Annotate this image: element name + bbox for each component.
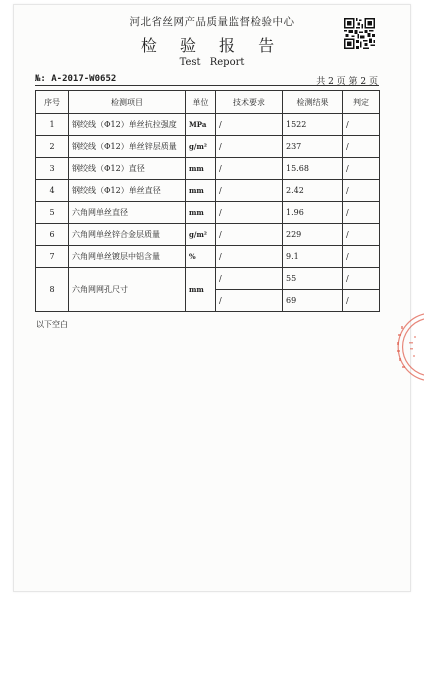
- cell-judgement: /: [343, 290, 380, 312]
- cell-no: 1: [36, 114, 69, 136]
- cell-judgement: /: [343, 180, 380, 202]
- cell-result: 229: [283, 224, 343, 246]
- table-row: [36, 202, 380, 224]
- cell-requirement: /: [216, 268, 283, 290]
- cell-judgement: /: [343, 202, 380, 224]
- cell-judgement: /: [343, 246, 380, 268]
- cell-item: 六角网单丝直径: [69, 202, 186, 224]
- cell-unit: g/m²: [186, 136, 216, 158]
- official-seal-stamp: [393, 312, 424, 382]
- cell-no: 4: [36, 180, 69, 202]
- header-cell-result: 检测结果: [283, 91, 343, 114]
- qr-code-icon: [344, 18, 375, 49]
- header-cell-unit: 单位: [186, 91, 216, 114]
- cell-requirement: /: [216, 158, 283, 180]
- header-cell-item: 检测项目: [69, 91, 186, 114]
- cell-item: 六角网单丝镀层中铝含量: [69, 246, 186, 268]
- cell-result: 1.96: [283, 202, 343, 224]
- header-divider: [35, 85, 379, 86]
- cell-requirement: /: [216, 114, 283, 136]
- table-row-8a: [36, 268, 380, 290]
- table-header-row: [36, 91, 380, 114]
- cell-no: 5: [36, 202, 69, 224]
- table-row: [36, 136, 380, 158]
- cell-requirement: /: [216, 246, 283, 268]
- table-row: [36, 246, 380, 268]
- cell-item: 钢绞线（Φ12）单丝锌层质量: [69, 136, 186, 158]
- results-table: [35, 90, 380, 312]
- cell-judgement: /: [343, 158, 380, 180]
- cell-no: 2: [36, 136, 69, 158]
- cell-unit: %: [186, 246, 216, 268]
- header-cell-judgement: 判定: [343, 91, 380, 114]
- cell-result: 15.68: [283, 158, 343, 180]
- cell-result: 2.42: [283, 180, 343, 202]
- cell-item: 钢绞线（Φ12）单丝直径: [69, 180, 186, 202]
- report-sheet: [13, 4, 411, 592]
- cell-unit: mm: [186, 158, 216, 180]
- cell-no: 6: [36, 224, 69, 246]
- cell-no: 3: [36, 158, 69, 180]
- cell-result: 69: [283, 290, 343, 312]
- cell-judgement: /: [343, 268, 380, 290]
- cell-no: 7: [36, 246, 69, 268]
- cell-no: 8: [36, 268, 69, 312]
- cell-item: 钢绞线（Φ12）单丝抗拉强度: [69, 114, 186, 136]
- cell-unit: mm: [186, 180, 216, 202]
- table-row: [36, 224, 380, 246]
- report-title: 检 验 报 告: [140, 36, 284, 55]
- blank-below-note: 以下空白: [36, 320, 68, 329]
- header-cell-no: 序号: [36, 91, 69, 114]
- cell-item: 六角网单丝锌合金层质量: [69, 224, 186, 246]
- cell-result: 9.1: [283, 246, 343, 268]
- center-name: 河北省丝网产品质量监督检验中心: [129, 16, 295, 28]
- cell-judgement: /: [343, 114, 380, 136]
- cell-item: 六角网网孔尺寸: [69, 268, 186, 312]
- cell-requirement: /: [216, 290, 283, 312]
- cell-item: 钢绞线（Φ12）直径: [69, 158, 186, 180]
- cell-requirement: /: [216, 202, 283, 224]
- cell-result: 1522: [283, 114, 343, 136]
- cell-result: 55: [283, 268, 343, 290]
- page-info: 共 2 页 第 2 页: [316, 77, 378, 87]
- cell-requirement: /: [216, 180, 283, 202]
- cell-unit: mm: [186, 268, 216, 312]
- cell-requirement: /: [216, 224, 283, 246]
- table-row: [36, 114, 380, 136]
- cell-requirement: /: [216, 136, 283, 158]
- cell-unit: mm: [186, 202, 216, 224]
- cell-unit: MPa: [186, 114, 216, 136]
- table-row: [36, 158, 380, 180]
- header-cell-requirement: 技术要求: [216, 91, 283, 114]
- cell-result: 237: [283, 136, 343, 158]
- report-subtitle: Test Report: [179, 57, 245, 68]
- cell-judgement: /: [343, 224, 380, 246]
- report-number: №: A-2017-W0652: [35, 74, 117, 84]
- table-row: [36, 180, 380, 202]
- cell-judgement: /: [343, 136, 380, 158]
- cell-unit: g/m²: [186, 224, 216, 246]
